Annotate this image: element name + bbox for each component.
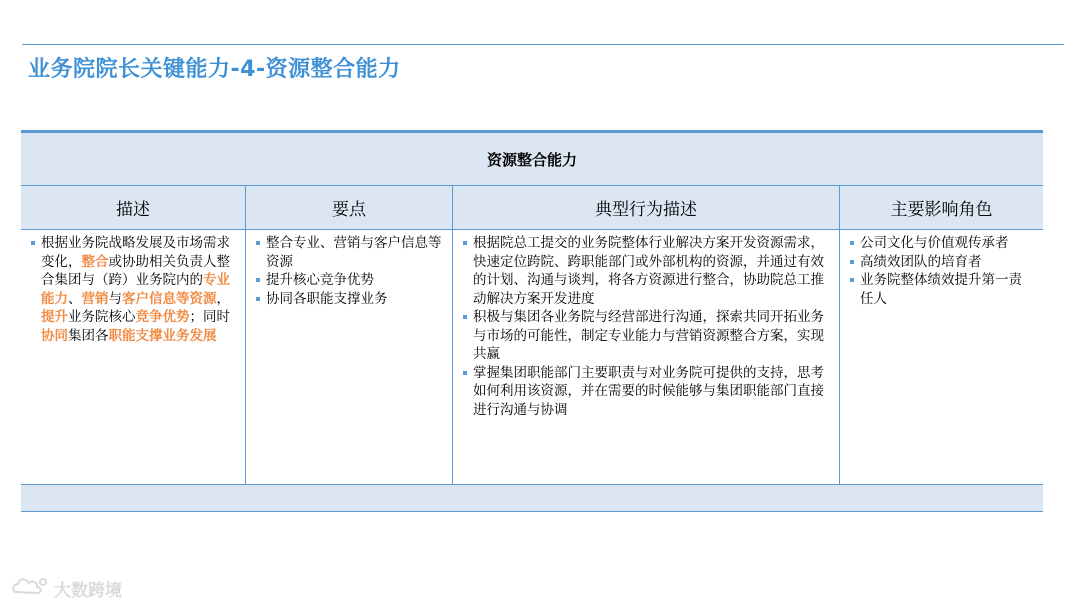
- highlight-text: 职能支撑业务发展: [108, 327, 217, 344]
- column-headers: [21, 185, 1043, 229]
- table-heading: 资源整合能力: [486, 150, 577, 169]
- table-body-row: [21, 229, 1043, 485]
- competency-table: [21, 130, 1043, 512]
- role-item: 公司文化与价值观传承者: [850, 234, 1035, 253]
- highlight-text: 客户信息等资源: [122, 290, 217, 307]
- description-segment: ，: [216, 290, 230, 307]
- highlight-text: 整合: [81, 253, 109, 270]
- highlight-text: 提升: [41, 309, 68, 325]
- description-text: [31, 234, 237, 345]
- highlight-text: 专业能力: [41, 272, 230, 307]
- role-item: 业务院整体绩效提升第一责任人: [850, 271, 1035, 308]
- key-point-item: 协同各职能支撑业务: [256, 290, 444, 309]
- description-segment: 或协助相关负责人整合集团与（跨）业务院内的: [41, 253, 230, 288]
- description-segment: ；同时: [189, 309, 230, 325]
- description-segment: 集团各: [68, 327, 109, 344]
- behaviors-cell: [453, 230, 840, 484]
- column-header-description: 描述: [21, 186, 246, 229]
- key-point-item: 整合专业、营销与客户信息等资源: [256, 234, 444, 271]
- top-divider: [22, 44, 1064, 45]
- behavior-item: 根据院总工提交的业务院整体行业解决方案开发资源需求，快速定位跨院、跨职能部门或外部机构的资源，并通过有效的计划、沟通与谈判，将各方资源进行整合，协助院总工推动解决方案开发进度: [463, 234, 831, 308]
- highlight-text: 竞争优势: [135, 309, 190, 325]
- description-segment: 根据业务院战略发展及市场需求变化，: [41, 235, 230, 270]
- slide-title: 业务院院长关键能力-4-资源整合能力: [28, 57, 401, 82]
- column-header-behaviors: 典型行为描述: [453, 186, 840, 229]
- behavior-item: 掌握集团职能部门主要职责与对业务院可提供的支持，思考如何利用该资源，并在需要的时候能够与集团职能部门直接进行沟通与协调: [463, 364, 831, 420]
- cloud-logo-icon: [10, 574, 50, 603]
- watermark-logo: [10, 574, 122, 603]
- highlight-text: 营销: [81, 290, 109, 307]
- description-segment: 业务院核心: [68, 309, 136, 325]
- description-segment: 与: [108, 290, 122, 307]
- roles-cell: [840, 230, 1043, 484]
- key-point-item: 提升核心竞争优势: [256, 271, 444, 290]
- behavior-item: 积极与集团各业务院与经营部进行沟通，探索共同开拓业务与市场的可能性，制定专业能力与营销资源整合方案，实现共赢: [463, 308, 831, 364]
- logo-text: 大数跨境: [54, 581, 122, 601]
- column-header-roles: 主要影响角色: [890, 200, 993, 220]
- description-cell: [21, 230, 246, 484]
- column-header-key-points: 要点: [246, 186, 453, 229]
- description-segment: 、: [68, 290, 82, 307]
- highlight-text: 协同: [41, 327, 68, 344]
- role-item: 高绩效团队的培育者: [850, 253, 1035, 272]
- key-points-cell: [246, 230, 453, 484]
